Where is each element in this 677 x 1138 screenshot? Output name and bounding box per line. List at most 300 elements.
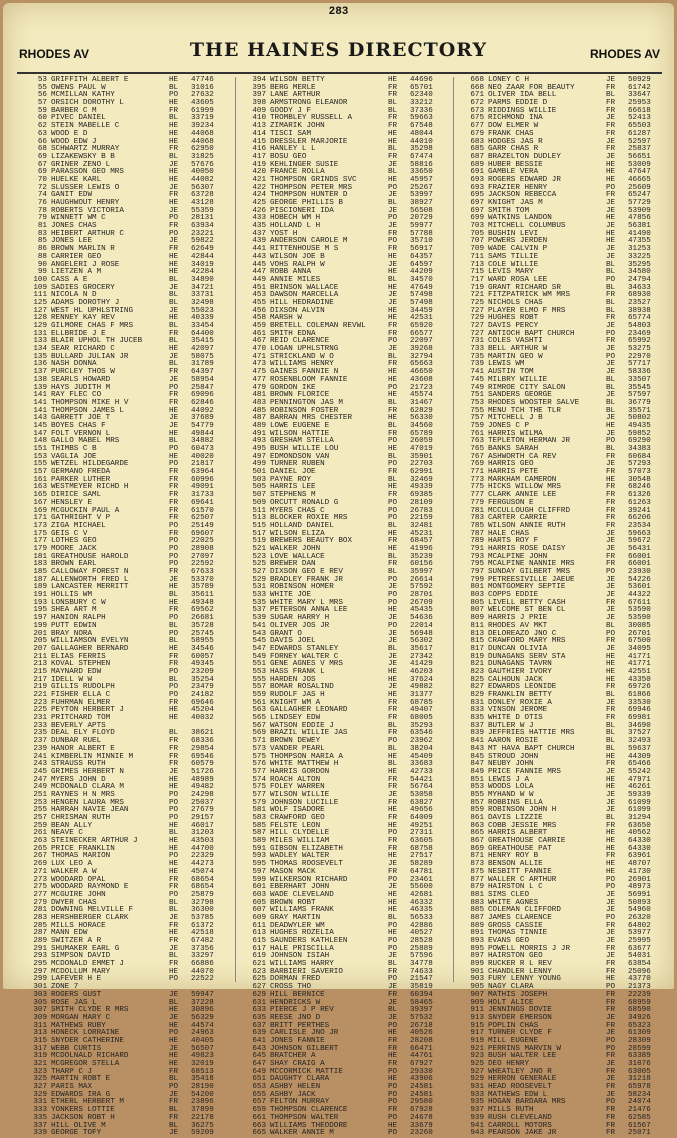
phone-number: 45204 [191, 706, 214, 715]
resident-name: GRANT O [270, 629, 302, 638]
exchange: HE [606, 660, 616, 669]
house-number: 439 [252, 237, 266, 246]
resident-name: WALKER JOHN [270, 544, 321, 553]
phone-number: 65247 [628, 191, 651, 200]
phone-number: 61567 [628, 1121, 651, 1130]
resident-name: WOOD EDW J [51, 137, 97, 146]
phone-number: 66618 [628, 106, 651, 115]
exchange: JE [606, 137, 616, 146]
house-number: 133 [33, 337, 47, 346]
house-number: 773 [470, 475, 484, 484]
resident-name: WHITE AGNES [488, 898, 539, 907]
house-number: 575 [252, 783, 266, 792]
phone-number: 52597 [628, 137, 651, 146]
resident-name: RIDDINGS WILLIE [488, 106, 557, 115]
resident-name: MYHAND W W [488, 790, 534, 799]
phone-number: 35901 [410, 452, 433, 461]
phone-number: 57073 [628, 468, 651, 477]
phone-number: 47971 [628, 775, 651, 784]
resident-name: BENSON ALLIE [488, 860, 543, 869]
house-number: 929 [470, 1075, 484, 1084]
exchange: FR [388, 837, 398, 846]
resident-name: SMITH EDNA [270, 329, 316, 338]
resident-name: RICHMOND INA [488, 114, 543, 123]
phone-number: 33679 [410, 1121, 433, 1130]
house-number: 245 [33, 767, 47, 776]
house-number: 833 [470, 706, 484, 715]
resident-name: RAYNES H N MRS [51, 790, 115, 799]
exchange: FR [169, 191, 179, 200]
house-number: 629 [252, 990, 266, 999]
phone-number: 56651 [628, 152, 651, 161]
exchange: HE [169, 644, 179, 653]
resident-name: JONES CHAS [51, 222, 97, 231]
exchange: HE [606, 837, 616, 846]
phone-number: 31733 [191, 491, 214, 500]
exchange: FR [606, 191, 616, 200]
exchange: FR [606, 521, 616, 530]
exchange: BL [388, 106, 398, 115]
house-number: 915 [470, 1021, 484, 1030]
house-number: 643 [252, 1044, 266, 1053]
phone-number: 31789 [191, 360, 214, 369]
house-number: 138 [33, 375, 47, 384]
exchange: FR [169, 744, 179, 753]
phone-number: 34882 [191, 437, 214, 446]
resident-name: SAMS TILLIE [488, 252, 539, 261]
phone-number: 56533 [410, 913, 433, 922]
exchange: PO [169, 798, 179, 807]
phone-number: 27342 [410, 652, 433, 661]
exchange: HE [388, 137, 398, 146]
resident-name: DWYER CHAS [51, 898, 97, 907]
phone-number: 43906 [410, 1075, 433, 1084]
resident-name: KNIGHT JAS M [488, 199, 543, 207]
exchange: BL [388, 145, 398, 154]
resident-name: RHODES WOOSTER SALVE [488, 398, 580, 407]
phone-number: 68785 [410, 698, 433, 707]
house-number: 801 [470, 583, 484, 592]
resident-name: WOLF ISADORE [270, 806, 325, 815]
resident-name: BUSH WILLIE LOU [270, 445, 339, 453]
resident-name: ROGERS EDWARD JR [488, 175, 561, 184]
exchange: HE [388, 306, 398, 315]
resident-name: ADAMS DOROTHY J [51, 298, 120, 307]
resident-name: ROSE JAS L [51, 998, 97, 1007]
phone-number: 33731 [191, 291, 214, 300]
resident-name: PRITCHARD TOM [51, 714, 111, 723]
phone-number: 39241 [628, 506, 651, 515]
house-number: 441 [252, 245, 266, 254]
resident-name: GORDON IKE [270, 383, 316, 392]
house-number: 301 [33, 983, 47, 992]
exchange: JE [169, 206, 179, 215]
exchange: HE [606, 667, 616, 676]
exchange: HE [606, 237, 616, 246]
resident-name: WILLIAMSON EVELYN [51, 637, 129, 646]
phone-number: 23479 [191, 683, 214, 692]
phone-number: 55359 [191, 206, 214, 215]
resident-name: CLARK ANNIE LEE [488, 491, 557, 500]
exchange: HE [169, 314, 179, 323]
resident-name: POWERS JERDEN [488, 237, 548, 246]
resident-name: LEWIS J A [488, 775, 530, 784]
exchange: JE [388, 952, 398, 961]
exchange: FR [388, 468, 398, 477]
phone-number: 46332 [410, 898, 433, 907]
house-number: 157 [33, 468, 47, 477]
exchange: PO [169, 537, 179, 546]
phone-number: 41996 [410, 544, 433, 553]
house-number: 293 [33, 952, 47, 961]
exchange: HE [388, 1075, 398, 1084]
exchange: HE [388, 606, 398, 615]
resident-name: JONES FANNIE [270, 1036, 325, 1045]
house-number: 845 [470, 752, 484, 761]
house-number: 855 [470, 790, 484, 799]
exchange: JE [606, 591, 616, 600]
resident-name: DEAL ELY FLOYD [51, 729, 115, 738]
exchange: HE [169, 775, 179, 784]
exchange: HE [388, 675, 398, 684]
resident-name: BRAZELTON DUDLEY [488, 152, 561, 161]
exchange: PO [388, 575, 398, 584]
house-number: 605 [252, 898, 266, 907]
phone-number: 35611 [191, 591, 214, 600]
phone-number: 49339 [410, 483, 433, 492]
resident-name: BUTLER W J [488, 721, 534, 730]
exchange: PO [169, 552, 179, 561]
exchange: FR [388, 114, 398, 123]
resident-name: WILLIAMS HENRY [270, 360, 334, 369]
phone-number: 25071 [628, 1129, 651, 1138]
house-number: 895 [470, 944, 484, 953]
phone-number: 63389 [628, 1052, 651, 1061]
phone-number: 69641 [191, 498, 214, 507]
house-number: 937 [470, 1106, 484, 1115]
house-number: 163 [33, 483, 47, 492]
exchange: PO [388, 1067, 398, 1076]
exchange: PO [169, 975, 179, 984]
exchange: HE [388, 821, 398, 830]
house-number: 549 [252, 652, 266, 661]
house-number: 265 [33, 844, 47, 853]
phone-number: 37624 [410, 675, 433, 684]
house-number: 545 [252, 637, 266, 646]
exchange: JE [169, 944, 179, 953]
house-number: 187 [33, 575, 47, 584]
phone-number: 55023 [191, 306, 214, 315]
resident-name: BARBER C M [51, 106, 97, 115]
house-number: 419 [252, 160, 266, 169]
house-number: 161 [33, 475, 47, 484]
resident-name: PETERSON ANNA LEE [270, 606, 348, 615]
phone-number: 38204 [410, 744, 433, 753]
exchange: JE [388, 345, 398, 354]
house-number: 857 [470, 798, 484, 807]
exchange: JE [606, 1060, 616, 1068]
exchange: FR [606, 1052, 616, 1061]
exchange: FR [606, 498, 616, 507]
house-number: 815 [470, 637, 484, 646]
house-number: 889 [470, 921, 484, 930]
phone-number: 27679 [191, 806, 214, 815]
exchange: BL [606, 375, 616, 384]
house-number: 535 [252, 598, 266, 607]
house-number: 853 [470, 783, 484, 792]
resident-name: BULLARD JULIAN JR [51, 352, 129, 361]
phone-number: 64330 [628, 844, 651, 853]
phone-number: 61372 [191, 921, 214, 930]
phone-number: 68930 [628, 291, 651, 300]
house-number: 921 [470, 1044, 484, 1053]
exchange: HE [388, 667, 398, 676]
phone-number: 49345 [191, 660, 214, 669]
phone-number: 60996 [191, 475, 214, 484]
exchange: JE [606, 644, 616, 653]
phone-number: 36300 [191, 906, 214, 915]
phone-number: 59663 [628, 529, 651, 538]
house-number: 415 [252, 137, 266, 146]
house-number: 781 [470, 506, 484, 515]
exchange: HE [169, 1021, 179, 1030]
house-number: 601 [252, 883, 266, 892]
phone-number: 23527 [628, 298, 651, 307]
resident-name: GRIMES HERBERT N [51, 767, 124, 776]
resident-name: MCGUIRE JOHN [51, 890, 106, 899]
phone-number: 49251 [410, 821, 433, 830]
phone-number: 21817 [191, 460, 214, 469]
house-number: 67 [37, 160, 47, 169]
resident-name: PERRINS MARVIN W [488, 1044, 561, 1053]
house-number: 409 [252, 106, 266, 115]
exchange: HE [169, 1036, 179, 1045]
house-number: 109 [33, 283, 47, 292]
exchange: FR [388, 844, 398, 853]
exchange: JE [388, 291, 398, 300]
exchange: JE [169, 767, 179, 776]
exchange: FR [606, 921, 616, 930]
exchange: HE [388, 529, 398, 538]
exchange: BL [388, 960, 398, 969]
house-number: 68 [37, 145, 47, 154]
exchange: FR [169, 960, 179, 969]
house-number: 665 [252, 1129, 266, 1138]
house-number: 495 [252, 445, 266, 453]
exchange: PO [388, 937, 398, 945]
house-number: 727 [470, 306, 484, 315]
exchange: FR [606, 1121, 616, 1130]
resident-name: DUNBAR RUEL [51, 737, 102, 746]
resident-name: BUSHIN LEVI [488, 229, 539, 238]
exchange: FR [606, 944, 616, 953]
phone-number: 32469 [410, 475, 433, 484]
house-number: 571 [252, 737, 266, 746]
exchange: BL [169, 621, 179, 630]
page-number: 283 [328, 6, 349, 18]
resident-name: HOLLIS WM [51, 591, 93, 600]
phone-number: 62340 [410, 91, 433, 100]
resident-name: ORCUTT RONALD G [270, 498, 339, 507]
phone-number: 56764 [410, 783, 433, 792]
phone-number: 40020 [191, 452, 214, 461]
phone-number: 26901 [628, 875, 651, 884]
phone-number: 63964 [191, 468, 214, 477]
resident-name: HOLT ALICE [488, 998, 534, 1007]
house-number: 513 [252, 514, 266, 523]
phone-number: 61866 [628, 691, 651, 699]
house-number: 641 [252, 1036, 266, 1045]
resident-name: FUHRMAN ELMER [51, 698, 111, 707]
phone-number: 35298 [410, 145, 433, 154]
house-number: 175 [33, 529, 47, 538]
resident-name: BROWN MARLIN R [51, 245, 115, 254]
resident-name: HOLLAND L H [270, 222, 321, 231]
house-number: 883 [470, 898, 484, 907]
exchange: PO [169, 91, 179, 100]
house-number: 100 [33, 275, 47, 284]
resident-name: HENRY ROY B [488, 852, 539, 861]
resident-name: OLIVER JOS JR [270, 621, 330, 630]
resident-name: HOBECH WM H [270, 214, 321, 223]
house-number: 675 [470, 114, 484, 123]
exchange: PO [169, 445, 179, 453]
phone-number: 56508 [410, 206, 433, 215]
resident-name: HODGES JAS R [488, 137, 543, 146]
exchange: JE [388, 652, 398, 661]
exchange: HE [388, 268, 398, 277]
exchange: HE [606, 160, 616, 169]
resident-name: HOLLAND DANIEL [270, 521, 334, 530]
phone-number: 32019 [191, 1060, 214, 1068]
resident-name: DUNAGANS SERV STA [488, 652, 566, 661]
exchange: JE [169, 375, 179, 384]
resident-name: WILSON ELIZA [270, 529, 325, 538]
resident-name: GIBSON ELIZABETH [270, 844, 343, 853]
house-number: 837 [470, 721, 484, 730]
exchange: FR [388, 1036, 398, 1045]
exchange: JE [388, 222, 398, 231]
house-number: 687 [470, 152, 484, 161]
house-number: 53 [37, 76, 47, 84]
exchange: BL [169, 1106, 179, 1115]
house-number: 631 [252, 998, 266, 1007]
exchange: JE [388, 683, 398, 692]
resident-name: THOMPSON GRINDS SVC [270, 175, 357, 184]
exchange: PO [606, 275, 616, 284]
house-number: 313 [33, 1029, 47, 1038]
exchange: BL [606, 260, 616, 269]
house-number: 267 [33, 852, 47, 861]
house-number: 323 [33, 1067, 47, 1076]
phone-number: 28131 [191, 214, 214, 223]
house-number: 793 [470, 552, 484, 561]
resident-name: MASON MACK [270, 867, 316, 876]
house-number: 86 [37, 245, 47, 254]
resident-name: JAMES CLARENCE [488, 913, 552, 922]
house-number: 725 [470, 298, 484, 307]
resident-name: MOORE JACK [51, 544, 97, 553]
exchange: PO [388, 875, 398, 884]
house-number: 817 [470, 644, 484, 653]
house-number: 843 [470, 744, 484, 753]
exchange: JE [169, 1044, 179, 1053]
phone-number: 38927 [410, 199, 433, 207]
exchange: JE [606, 929, 616, 938]
house-number: 811 [470, 621, 484, 630]
exchange: FR [388, 783, 398, 792]
house-number: 424 [252, 191, 266, 200]
resident-name: SIMPSON DAVID [51, 952, 111, 961]
house-number: 795 [470, 560, 484, 569]
house-number: 235 [33, 729, 47, 738]
resident-name: DAUGHTY CLARA [270, 1075, 330, 1084]
exchange: HE [169, 1052, 179, 1061]
phone-number: 23534 [628, 521, 651, 530]
resident-name: HAYS JUDITH M [51, 383, 111, 392]
resident-name: NICHOLS CHAS [488, 298, 543, 307]
phone-number: 35819 [410, 983, 433, 992]
resident-name: BANKS SARAH [488, 445, 539, 453]
exchange: JE [606, 798, 616, 807]
exchange: FR [169, 483, 179, 492]
exchange: HE [169, 967, 179, 976]
resident-name: GARRETT JOE T [51, 414, 111, 423]
resident-name: GRIFFITH ALBERT E [51, 76, 129, 84]
phone-number: 61099 [628, 798, 651, 807]
house-number: 715 [470, 268, 484, 277]
resident-name: HANION RALPH [51, 614, 106, 623]
exchange: JE [606, 322, 616, 330]
phone-number: 63005 [628, 1067, 651, 1076]
resident-name: ASHWORTH CA REV [488, 452, 557, 461]
exchange: JE [169, 990, 179, 999]
resident-name: MCGREGOR STELLA [51, 1060, 120, 1068]
exchange: PO [388, 383, 398, 392]
house-number: 739 [470, 360, 484, 369]
house-number: 173 [33, 521, 47, 530]
house-number: 127 [33, 306, 47, 315]
exchange: PO [169, 852, 179, 861]
house-number: 263 [33, 837, 47, 846]
resident-name: JACKSON ROBT H [51, 1113, 115, 1122]
resident-name: MCDOLLUM MARY [51, 967, 111, 976]
phone-number: 52413 [628, 114, 651, 123]
exchange: BL [388, 168, 398, 177]
exchange: BL [169, 829, 179, 838]
resident-name: ROSENBLOOM FANNIE [270, 375, 348, 384]
resident-name: ROBERTS VICTORIA [51, 206, 124, 215]
house-number: 683 [470, 137, 484, 146]
exchange: FR [606, 1129, 616, 1138]
house-number: 597 [252, 867, 266, 876]
resident-name: WILSON JOE B [270, 252, 325, 261]
resident-name: LOTHES GEO [51, 537, 97, 546]
house-number: 56 [37, 91, 47, 100]
phone-number: 57498 [410, 291, 433, 300]
resident-name: CALLOWAY FOREST N [51, 568, 129, 576]
resident-name: FRAZIER HENRY [488, 183, 548, 192]
resident-name: JEFFRIES HATTIE MRS [488, 729, 575, 738]
phone-number: 33650 [410, 168, 433, 177]
phone-number: 37527 [628, 729, 651, 738]
phone-number: 60579 [191, 760, 214, 769]
resident-name: HICKS WILLOW MRS [488, 483, 561, 492]
house-number: 449 [252, 275, 266, 284]
exchange: HE [169, 1006, 179, 1015]
house-number: 623 [252, 967, 266, 976]
phone-number: 56302 [410, 637, 433, 646]
